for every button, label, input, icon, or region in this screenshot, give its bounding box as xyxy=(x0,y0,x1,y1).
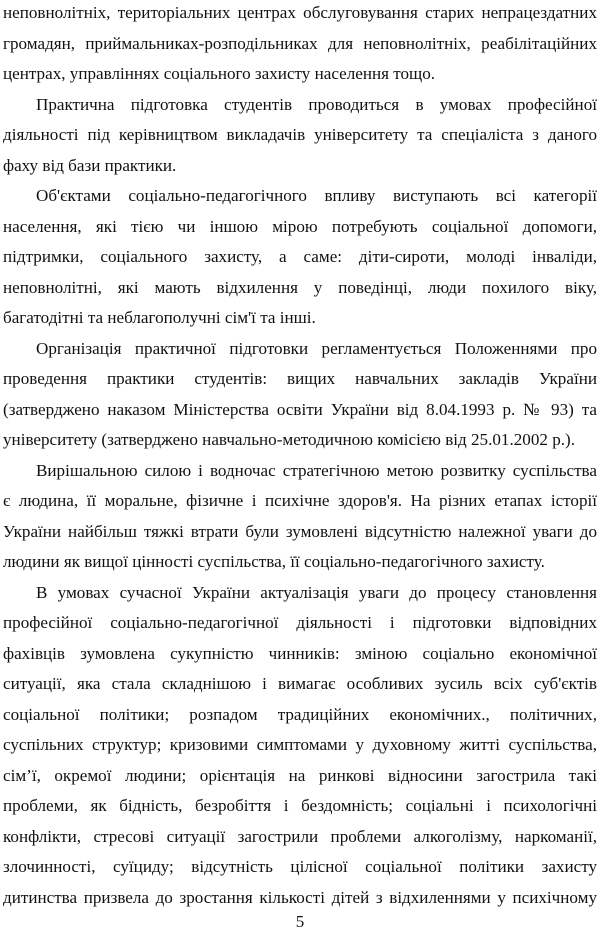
text-line: центрах, управліннях соціального захисту населення тощо. xyxy=(3,64,436,83)
text-line: Практична підготовка студентів проводиться в умовах професійної xyxy=(36,94,597,114)
text-line: Вирішальною силою і водночас стратегічною метою розвитку суспільства xyxy=(36,460,597,480)
text-line: Об'єктами соціально-педагогічного впливу виступають всі категорії xyxy=(36,186,597,205)
text-line: України найбільш тяжкі втрати були зумовлені відсутністю належної уваги до xyxy=(3,521,597,541)
text-line: дитинства призвела до зростання кількості дітей з відхиленнями у психічному xyxy=(3,887,597,907)
text-line: проведення практики студентів: вищих навчальних закладів України xyxy=(3,369,597,388)
text-line: громадян, приймальниках-розподільниках для неповнолітніх, реабілітаційних xyxy=(3,33,597,53)
text-line: підтримки, соціального захисту, а саме: діти-сироти, молоді інваліди, xyxy=(3,247,597,266)
text-line: ситуації, яка стала складнішою і вимагає особливих зусиль всіх суб'єктів xyxy=(3,674,597,693)
text-line: фахівців зумовлена сукупністю чинників: зміною соціально економічної xyxy=(3,643,597,663)
text-line: конфлікти, стресові ситуації загострили проблеми алкоголізму, наркоманії, xyxy=(3,826,597,846)
text-line: соціальної політики; розпадом традиційних економічних., політичних, xyxy=(3,704,597,724)
text-line: злочинності, суїциду; відсутність цілісної соціальної політики захисту xyxy=(3,857,597,876)
text-line: Організація практичної підготовки регламентується Положеннями про xyxy=(36,338,597,358)
text-line: університету (затверджено навчально-методичною комісією від 25.01.2002 р.). xyxy=(3,430,575,449)
text-line: неповнолітніх, територіальних центрах обслуговування старих непрацездатних xyxy=(3,3,597,22)
text-line: населення, які тією чи іншою мірою потребують соціальної допомоги, xyxy=(3,216,597,236)
text-line: сім’ї, окремої людини; орієнтація на ринкові відносини загострила такі xyxy=(3,765,597,785)
text-line: проблеми, як бідність, безробіття і бездомність; соціальні і психологічні xyxy=(3,796,597,815)
text-line: професійної соціально-педагогічної діяльності і підготовки відповідних xyxy=(3,613,597,632)
body-text xyxy=(3,0,597,913)
text-line: (затверджено наказом Міністерства освіти України від 8.04.1993 р. № 93) та xyxy=(3,399,597,419)
text-line: багатодітні та неблагополучні сім'ї та інші. xyxy=(3,308,316,327)
text-line: є людина, її моральне, фізичне і психічне здоров'я. На різних етапах історії xyxy=(3,491,597,510)
page-number: 5 xyxy=(295,912,305,931)
text-line: діяльності під керівництвом викладачів університету та спеціаліста з даного xyxy=(3,125,597,144)
text-line: фаху від бази практики. xyxy=(3,155,177,175)
text-line: неповнолітні, які мають відхилення у поведінці, люди похилого віку, xyxy=(3,277,597,297)
text-line: В умовах сучасної України актуалізація уваги до процесу становлення xyxy=(36,582,597,602)
text-line: людини як вищої цінності суспільства, її соціально-педагогічного захисту. xyxy=(3,552,545,571)
text-line: суспільних структур; кризовими симптомами у духовному житті суспільства, xyxy=(3,735,597,754)
